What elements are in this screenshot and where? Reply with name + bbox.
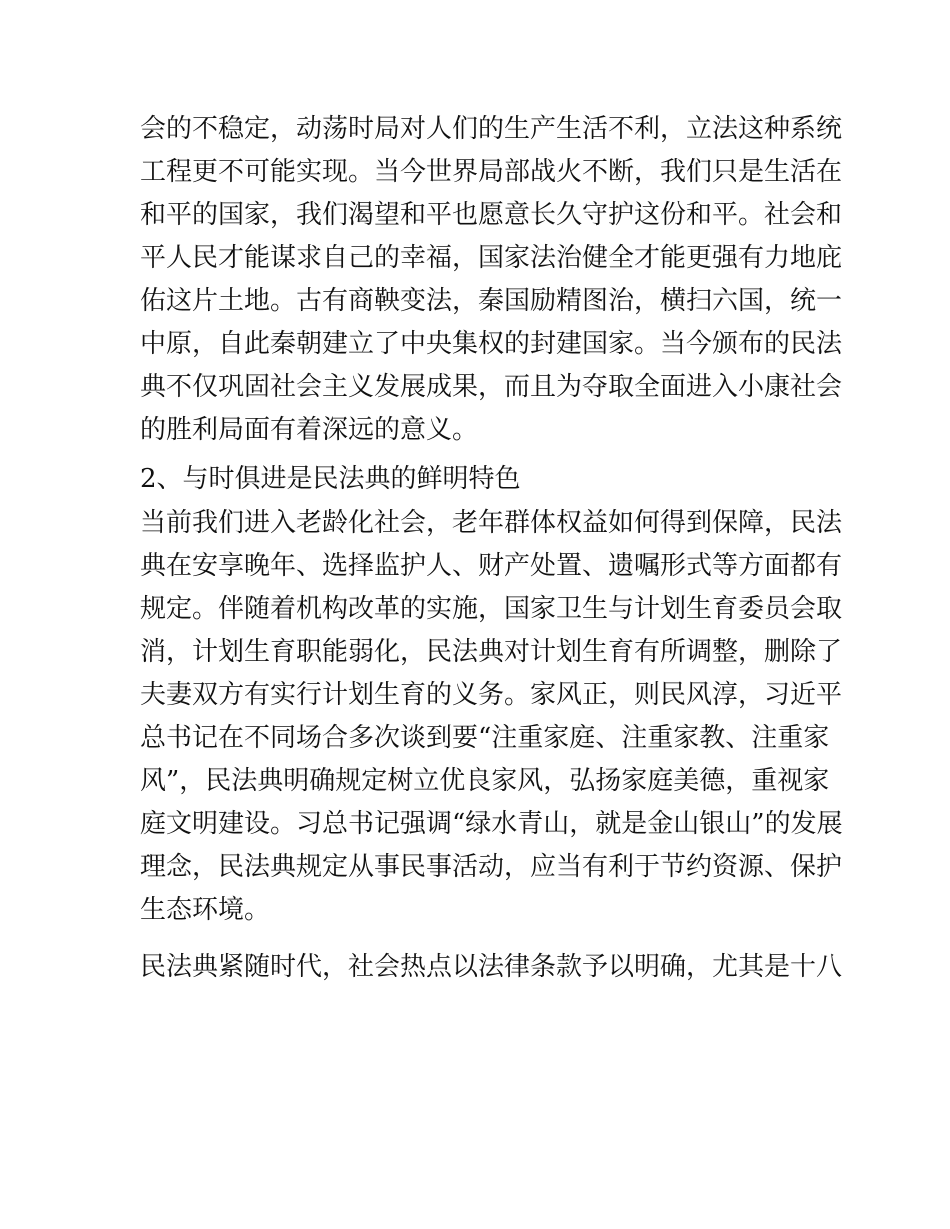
text-line: 和平的国家，我们渴望和平也愿意长久守护这份和平。社会和	[140, 200, 843, 230]
text-line: 总书记在不同场合多次谈到要“注重家庭、注重家教、注重家	[140, 723, 830, 753]
paragraph	[140, 108, 843, 452]
text-line: 庭文明建设。习总书记强调“绿水青山，就是金山银山”的发展	[140, 809, 843, 839]
text-line: 风”，民法典明确规定树立优良家风，弘扬家庭美德，重视家	[140, 766, 830, 796]
text-line: 典不仅巩固社会主义发展成果，而且为夺取全面进入小康社会	[140, 372, 843, 402]
paragraph	[140, 946, 843, 989]
text-line: 夫妻双方有实行计划生育的义务。家风正，则民风淳，习近平	[140, 680, 843, 710]
paragraph	[140, 502, 843, 932]
text-line: 消，计划生育职能弱化，民法典对计划生育有所调整，删除了	[140, 637, 843, 667]
text-line: 当前我们进入老龄化社会，老年群体权益如何得到保障，民法	[140, 508, 843, 538]
text-line: 会的不稳定，动荡时局对人们的生产生活不利，立法这种系统	[140, 114, 843, 144]
text-line: 工程更不可能实现。当今世界局部战火不断，我们只是生活在	[140, 157, 843, 187]
section-heading: 2、与时俱进是民法典的鲜明特色	[140, 464, 521, 494]
text-line: 的胜利局面有着深远的意义。	[140, 415, 479, 445]
text-line: 佑这片土地。古有商鞅变法，秦国励精图治，横扫六国，统一	[140, 286, 843, 316]
text-line: 平人民才能谋求自己的幸福，国家法治健全才能更强有力地庇	[140, 243, 843, 273]
text-line: 理念，民法典规定从事民事活动，应当有利于节约资源、保护	[140, 852, 843, 882]
text-line: 民法典紧随时代，社会热点以法律条款予以明确，尤其是十八	[140, 952, 843, 982]
document-body	[140, 108, 843, 989]
text-line: 中原，自此秦朝建立了中央集权的封建国家。当今颁布的民法	[140, 329, 843, 359]
text-line: 生态环境。	[140, 895, 271, 925]
text-line: 规定。伴随着机构改革的实施，国家卫生与计划生育委员会取	[140, 594, 843, 624]
text-line: 典在安享晚年、选择监护人、财产处置、遗嘱形式等方面都有	[140, 551, 843, 581]
